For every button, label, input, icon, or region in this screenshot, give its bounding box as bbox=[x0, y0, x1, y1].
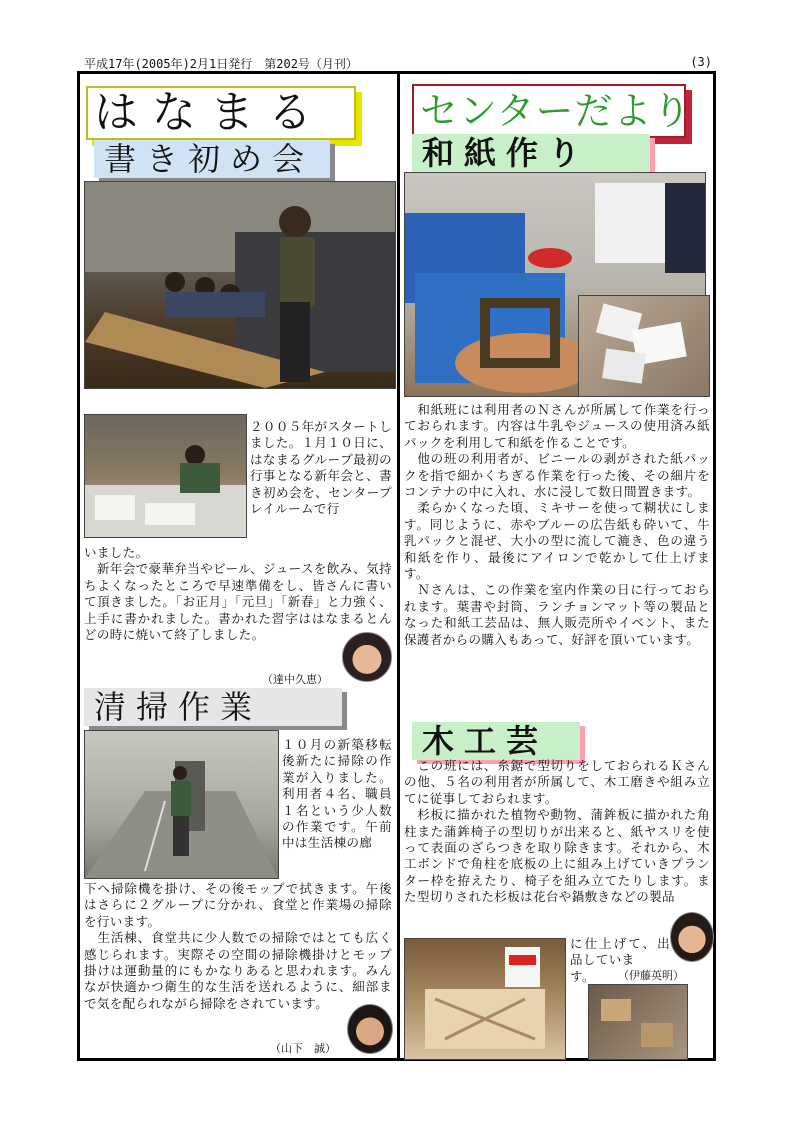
seiso-text: 下へ掃除機を掛け、その後モップで拭きます。午後はさらに２グループに分かれ、食堂と作業場の掃除を行います。 生活棟、食堂共に少人数での掃除ではとても広く感じられます。実際その空間の掃除機掛けとモップ掛けは運動量的にもかなりあると思われます。みんなが快適かつ衛生的な生活を送れるように、細部まで気を配られながら掃除をされています。 bbox=[84, 881, 392, 1011]
center-dayori-title: センターだより bbox=[412, 84, 686, 138]
kakizome-heading: 書き初め会 bbox=[94, 140, 330, 178]
author-photo-tatsunaka bbox=[342, 632, 392, 682]
mokkougei-text-tail: に仕上げて、出品していま す。 bbox=[570, 936, 670, 984]
issue-info: 平成17年(2005年)2月1日発行 第202号（月刊） bbox=[84, 57, 358, 71]
corridor-scene-image bbox=[85, 731, 278, 878]
hanamaru-title: はなまる bbox=[86, 86, 356, 140]
kakizome-text: いました。 新年会で豪華弁当やビール、ジュースを飲み、気持ちよくなったところで早速準備をし、皆さんに書いて頂きました。「お正月」「元旦」「新春」と力強く、上手に書かれました。書かれた習字ははなまるとんどの時に焼いて終了しました。 bbox=[84, 545, 392, 643]
washi-heading: 和紙作り bbox=[412, 134, 650, 172]
party-scene-image bbox=[85, 182, 395, 388]
woodcraft-photo bbox=[404, 938, 566, 1060]
mokkougei-signature: （伊藤英明） bbox=[618, 969, 684, 982]
mokkougei-heading: 木工芸 bbox=[412, 722, 580, 760]
washi-paper-image bbox=[579, 296, 709, 396]
column-divider bbox=[397, 71, 400, 1061]
seiso-text-wrap: １０月の新築移転後新たに掃除の作業が入りました。利用者４名、職員１名という少人数の作業です。午前中は生活棟の廊 bbox=[282, 737, 392, 851]
kakizome-signature: （達中久恵） bbox=[262, 673, 328, 686]
washi-text: 和紙班には利用者のＮさんが所属して作業を行っておられます。内容は牛乳やジュースの使用済み紙パックを利用して和紙を作ることです。 他の班の利用者が、ビニールの剥がされた紙パックを指で細かくちぎる作業を行った後、その細片をコンテナの中に入れ、水に浸して数日間置きます。 柔らかくなった頃、ミキサーを使って糊状にします。同じように、赤やブルーの広告紙も砕いて、牛乳パックと混ぜ、大小の型に流して漉き、色の違う和紙を作り、最後にアイロンで乾かして仕上げます。 Ｎさんは、この作業を室内作業の日に行っておられます。葉書や封筒、ランチョンマット等の製品となった和紙工芸品は、無人販売所やイベント、また保護者からの購入もあって、好評を頂いています。 bbox=[404, 402, 710, 647]
seiso-heading: 清掃作業 bbox=[84, 688, 342, 726]
seiso-signature: （山下 誠） bbox=[270, 1042, 336, 1055]
author-photo-ito bbox=[670, 912, 714, 962]
kakizome-photo bbox=[84, 181, 396, 389]
page-number: (3) bbox=[690, 55, 712, 69]
woodwork-scene-image bbox=[405, 939, 565, 1059]
calligraphy-photo bbox=[84, 414, 247, 538]
calligraphy-scene-image bbox=[85, 415, 246, 537]
washi-product-photo bbox=[578, 295, 710, 397]
author-photo-yamashita bbox=[347, 1004, 393, 1054]
woodcraft-product-photo bbox=[588, 984, 688, 1060]
mokkougei-text: この班には、糸鋸で型切りをしておられるＫさんの他、５名の利用者が所属して、木工磨きや組み立てに従事しておられます。 杉板に描かれた植物や動物、蒲鉾板に描かれた角柱また蒲鉾椅子の型切りが出来ると、紙ヤスリを使って表面のざらつきを取り除きます。それから、木工ボンドで角柱を底板の上に組み上げていきプランター枠を拵えたり、椅子を組み立てたりします。また型切りされた杉板は花台や鍋敷きなどの製品 bbox=[404, 758, 710, 905]
kakizome-text-wrap: ２００５年がスタートしました。１月１０日に、はなまるグループ最初の行事となる新年会と、書き初め会を、センタープレイルームで行 bbox=[250, 419, 392, 517]
cleaning-photo bbox=[84, 730, 279, 879]
planter-image bbox=[589, 985, 687, 1059]
